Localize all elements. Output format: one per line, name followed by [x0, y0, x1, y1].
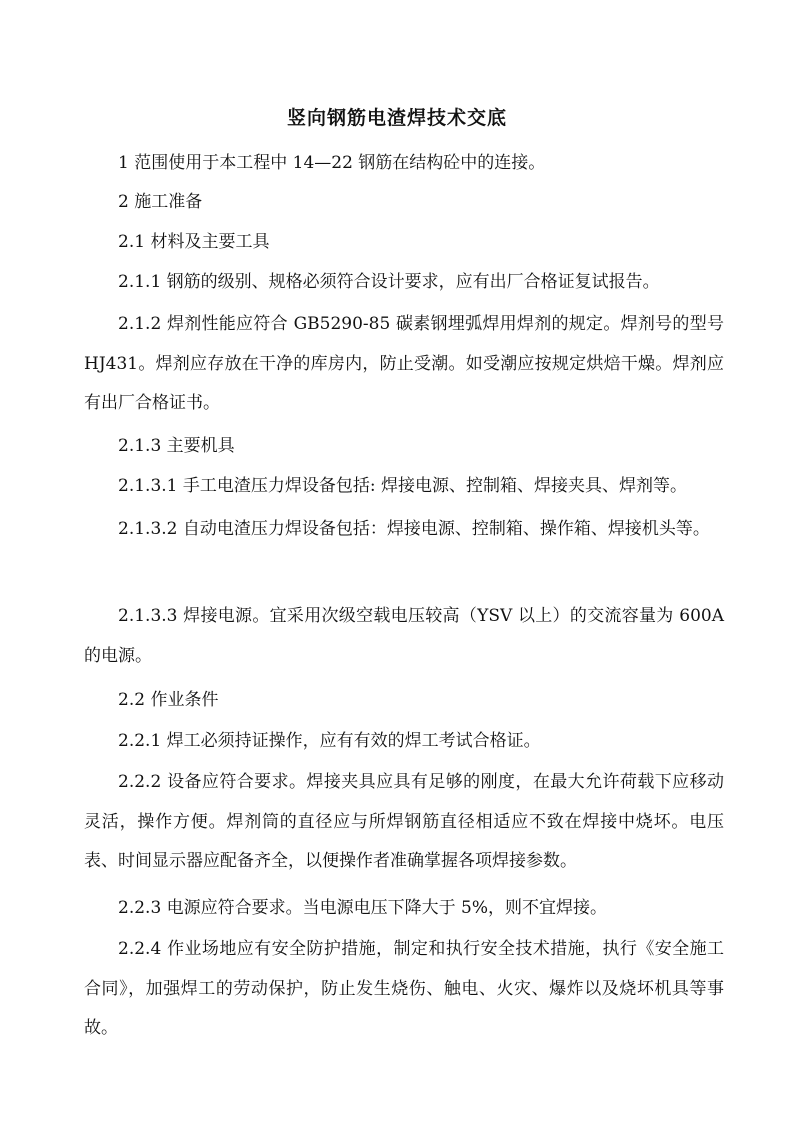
paragraph-2-2-conditions: 2.2 作业条件	[118, 690, 219, 710]
paragraph-2-1-3-2-automatic: 2.1.3.2 自动电渣压力焊设备包括：焊接电源、控制箱、操作箱、焊接机头等。	[118, 519, 710, 539]
paragraph-2-1-materials: 2.1 材料及主要工具	[118, 232, 270, 252]
paragraph-2-1-3-3-power: 2.1.3.3 焊接电源。宜采用次级空载电压较高（YSV 以上）的交流容量为 600A 的电源。	[84, 606, 724, 666]
paragraph-2-preparation: 2 施工准备	[118, 192, 203, 212]
paragraph-2-1-3-1-manual: 2.1.3.1 手工电渣压力焊设备包括: 焊接电源、控制箱、焊接夹具、焊剂等。	[118, 476, 688, 496]
paragraph-2-2-3-power-supply: 2.2.3 电源应符合要求。当电源电压下降大于 5%，则不宜焊接。	[118, 898, 608, 918]
paragraph-1-scope: 1 范围使用于本工程中 14—22 钢筋在结构砼中的连接。	[118, 153, 546, 173]
paragraph-2-2-4-safety: 2.2.4 作业场地应有安全防护措施，制定和执行安全技术措施，执行《安全施工合同》，加强焊工的劳动保护，防止发生烧伤、触电、火灾、爆炸以及烧坏机具等事故。	[84, 939, 724, 1038]
paragraph-2-1-1-rebar: 2.1.1 钢筋的级别、规格必须符合设计要求，应有出厂合格证复试报告。	[118, 272, 660, 292]
paragraph-2-2-2-equipment: 2.2.2 设备应符合要求。焊接夹具应具有足够的刚度，在最大允许荷载下应移动灵活，操作方便。焊剂筒的直径应与所焊钢筋直径相适应不致在焊接中烧坏。电压表、时间显示器应配备齐全，以便操作者准确掌握各项焊接参数。	[84, 772, 724, 871]
paragraph-2-1-3-equipment: 2.1.3 主要机具	[118, 436, 235, 456]
paragraph-2-2-1-welder: 2.2.1 焊工必须持证操作，应有有效的焊工考试合格证。	[118, 731, 541, 751]
document-title: 竖向钢筋电渣焊技术交底	[286, 107, 507, 129]
paragraph-2-1-2-flux: 2.1.2 焊剂性能应符合 GB5290-85 碳素钢埋弧焊用焊剂的规定。焊剂号的型号 HJ431。焊剂应存放在干净的库房内，防止受潮。如受潮应按规定烘焙干燥。焊剂应有出厂合格证书。	[84, 314, 724, 413]
